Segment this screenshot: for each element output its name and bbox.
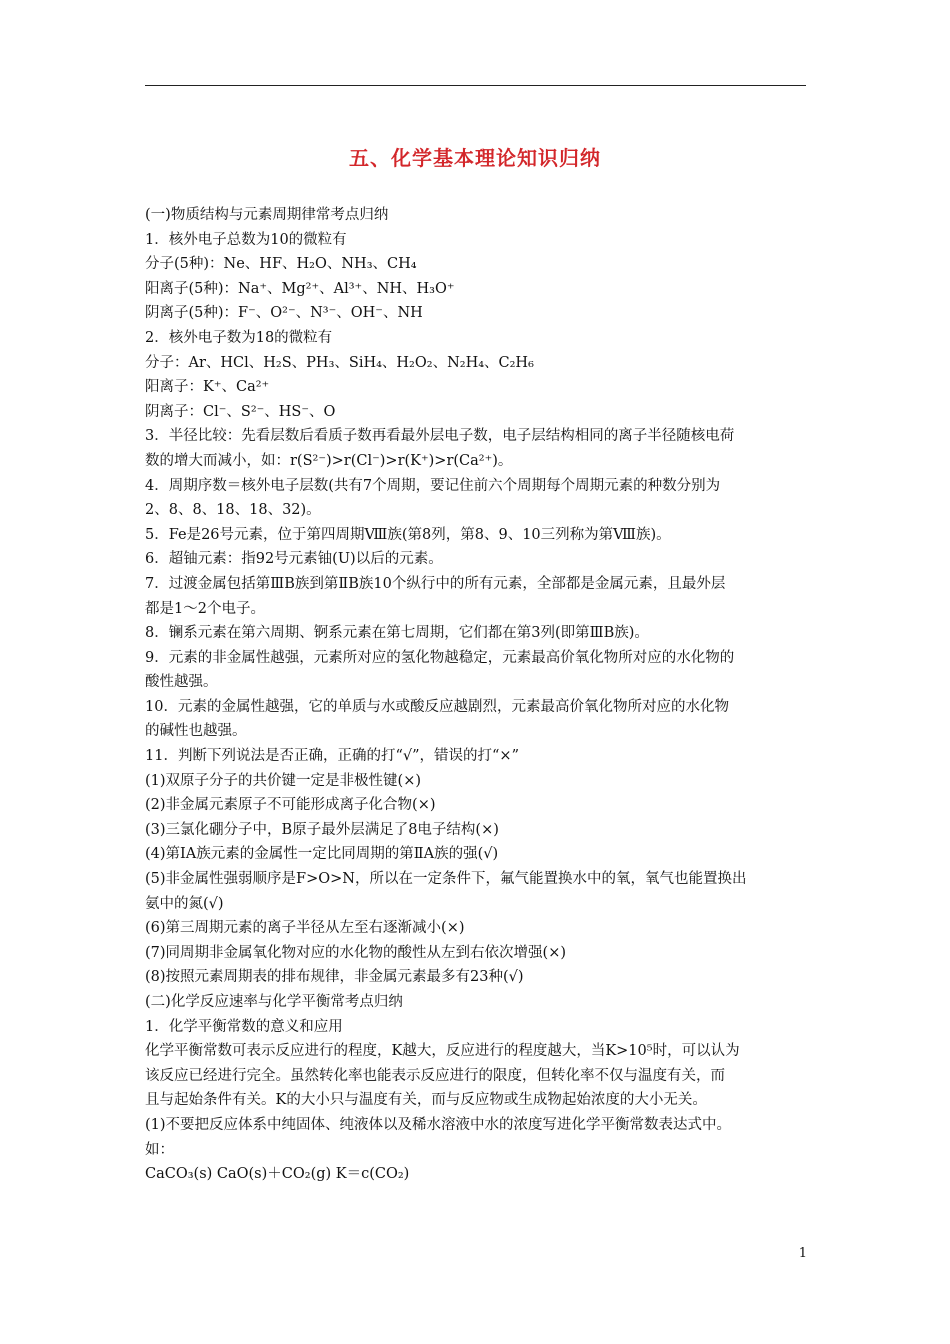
text-line: (7)同周期非金属氧化物对应的水化物的酸性从左到右依次增强(×) (145, 944, 567, 961)
text-line: (1)不要把反应体系中纯固体、纯液体以及稀水溶液中水的浓度写进化学平衡常数表达式中。 (145, 1116, 732, 1133)
text-line: (6)第三周期元素的离子半径从左至右逐渐减小(×) (145, 920, 465, 937)
text-line: 氨中的氮(√) (145, 895, 224, 912)
text-line: 数的增大而减小，如：r(S²⁻)>r(Cl⁻)>r(K⁺)>r(Ca²⁺)。 (145, 452, 513, 469)
text-line: 10．元素的金属性越强，它的单质与水或酸反应越剧烈，元素最高价氧化物所对应的水化物 (145, 698, 729, 715)
text-line: 的碱性也越强。 (145, 723, 247, 740)
text-line: (一)物质结构与元素周期律常考点归纳 (145, 207, 389, 223)
text-line: (1)双原子分子的共价键一定是非极性键(×) (145, 772, 422, 789)
document-body (145, 203, 810, 1187)
text-line: (3)三氯化硼分子中，B原子最外层满足了8电子结构(×) (145, 821, 499, 838)
text-line: 化学平衡常数可表示反应进行的程度，K越大，反应进行的程度越大，当K>10⁵时，可以认为 (145, 1043, 740, 1060)
text-line: 且与起始条件有关。K的大小只与温度有关，而与反应物或生成物起始浓度的大小无关。 (145, 1092, 707, 1109)
text-line: 酸性越强。 (145, 674, 218, 691)
text-line: 阴离子：Cl⁻、S²⁻、HS⁻、O (145, 403, 336, 420)
text-line: 该反应已经进行完全。虽然转化率也能表示反应进行的限度，但转化率不仅与温度有关，而 (145, 1067, 725, 1084)
text-line: 9．元素的非金属性越强，元素所对应的氢化物越稳定，元素最高价氧化物所对应的水化物的 (145, 649, 735, 666)
text-line: 阳离子(5种)：Na⁺、Mg²⁺、Al³⁺、NH、H₃O⁺ (145, 280, 455, 297)
text-line: 2．核外电子数为18的微粒有 (145, 329, 333, 346)
header-rule (145, 85, 806, 86)
text-line: (5)非金属性强弱顺序是F>O>N，所以在一定条件下，氟气能置换水中的氧，氧气也能置换出 (145, 871, 747, 888)
text-line: 7．过渡金属包括第ⅢB族到第ⅡB族10个纵行中的所有元素，全部都是金属元素，且最外层 (145, 575, 726, 592)
text-line: 阴离子(5种)：F⁻、O²⁻、N³⁻、OH⁻、NH (145, 305, 423, 322)
text-line: 5．Fe是26号元素，位于第四周期Ⅷ族(第8列，第8、9、10三列称为第Ⅷ族)。 (145, 526, 671, 543)
text-line: 11．判断下列说法是否正确，正确的打“√”，错误的打“×” (145, 748, 519, 765)
text-line: 3．半径比较：先看层数后看质子数再看最外层电子数，电子层结构相同的离子半径随核电荷 (145, 428, 735, 445)
text-line: 如： (145, 1141, 174, 1158)
text-line: 分子(5种)：Ne、HF、H₂O、NH₃、CH₄ (145, 256, 417, 273)
page-number: 1 (798, 1246, 807, 1261)
text-line: (二)化学反应速率与化学平衡常考点归纳 (145, 994, 403, 1010)
text-line: 都是1～2个电子。 (145, 600, 265, 617)
text-line: 4．周期序数＝核外电子层数(共有7个周期，要记住前六个周期每个周期元素的种数分别为 (145, 477, 721, 494)
text-line: CaCO₃(s) CaO(s)＋CO₂(g) K＝c(CO₂) (145, 1166, 410, 1183)
text-line: 1．化学平衡常数的意义和应用 (145, 1018, 343, 1035)
text-line: (2)非金属元素原子不可能形成离子化合物(×) (145, 797, 436, 814)
text-line: 1．核外电子总数为10的微粒有 (145, 231, 347, 248)
text-line: 分子：Ar、HCl、H₂S、PH₃、SiH₄、H₂O₂、N₂H₄、C₂H₆ (145, 354, 534, 371)
text-line: 6．超铀元素：指92号元素铀(U)以后的元素。 (145, 551, 443, 568)
page-title: 五、化学基本理论知识归纳 (349, 146, 601, 170)
text-line: 阳离子：K⁺、Ca²⁺ (145, 379, 270, 396)
text-line: (4)第ⅠA族元素的金属性一定比同周期的第ⅡA族的强(√) (145, 846, 499, 863)
text-line: 2、8、8、18、18、32)。 (145, 502, 321, 519)
text-line: (8)按照元素周期表的排布规律，非金属元素最多有23种(√) (145, 969, 524, 986)
text-line: 8．镧系元素在第六周期、锕系元素在第七周期，它们都在第3列(即第ⅢB族)。 (145, 625, 649, 642)
